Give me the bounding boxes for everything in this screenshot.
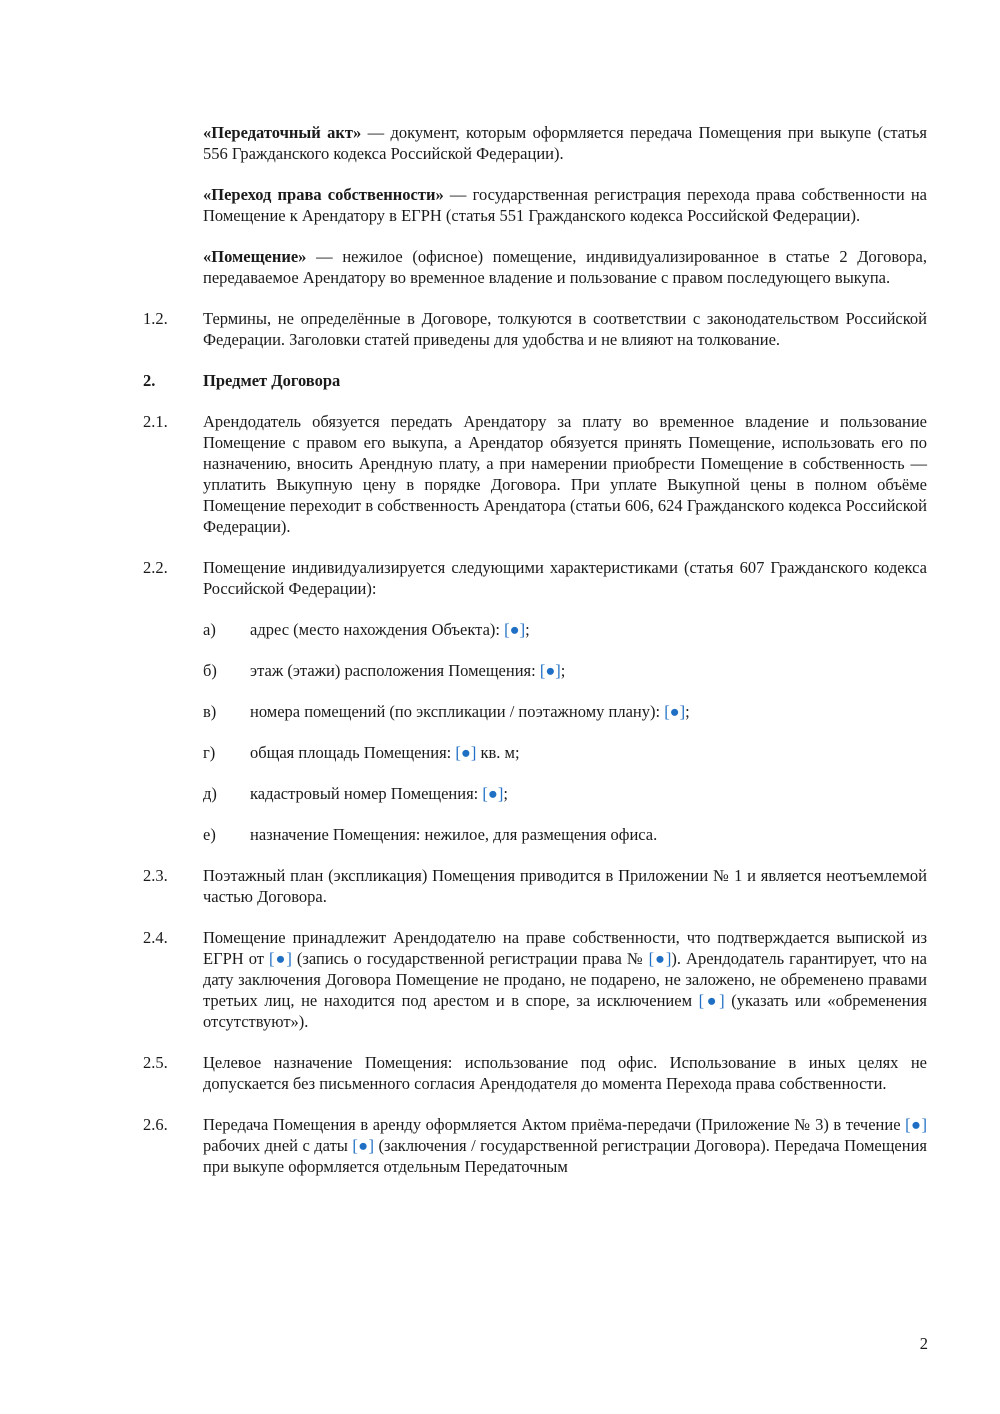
placeholder-field: [●] [698, 991, 725, 1010]
clause-2-3 [143, 865, 927, 907]
list-marker: в) [203, 702, 217, 721]
document-body [143, 122, 927, 1197]
list-item [203, 742, 927, 763]
text-segment: адрес (место нахождения Объекта): [250, 620, 505, 639]
clause-text [203, 1114, 927, 1177]
text-segment: ; [525, 620, 530, 639]
defined-term: «Помещение» [203, 247, 307, 266]
clause-text [203, 308, 927, 350]
placeholder-field: [●] [664, 702, 686, 721]
list-marker: б) [203, 661, 217, 680]
list-item [203, 824, 927, 845]
list-item-text [250, 660, 927, 681]
section-number: 2. [143, 371, 156, 390]
page-number: 2 [919, 1334, 928, 1353]
text-segment: Целевое назначение Помещения: использование под офис. Использование в иных целях не допускается без письменного согласия Арендодателя до момента Перехода права собственности. [203, 1053, 927, 1093]
definition-premises [203, 246, 927, 288]
section-title: Предмет Договора [203, 371, 341, 390]
clause-number: 2.1. [143, 412, 168, 431]
text-segment: (заключения / государственной регистрации Договора). Передача Помещения при выкупе оформляется отдельным Передаточным [203, 1136, 927, 1176]
clause-2-2 [143, 557, 927, 599]
list-item [203, 783, 927, 804]
clause-number: 2.2. [143, 558, 168, 577]
list-marker: д) [203, 784, 217, 803]
text-segment: Арендодатель обязуется передать Арендатору за плату во временное владение и пользование Помещение с правом его выкупа, а Арендатор обязуется принять Помещение, использовать его по назначению, вносить Арендную плату, а при намерении приобрести Помещение в собственность — уплатить Выкупную цену в порядке Договора. При уплате Выкупной цены в полном объёме Помещение переходит в собственность Арендатора (статьи 606, 624 Гражданского кодекса Российской Федерации). [203, 412, 927, 536]
clause-text [203, 557, 927, 599]
text-segment: ; [685, 702, 690, 721]
clause-2-5 [143, 1052, 927, 1094]
list-item [203, 619, 927, 640]
clause-text [203, 927, 927, 1032]
characteristics-list [203, 619, 927, 845]
defined-term: «Переход права собственности» [203, 185, 444, 204]
text-segment: общая площадь Помещения: [250, 743, 456, 762]
text-segment: Поэтажный план (экспликация) Помещения приводится в Приложении № 1 и является неотъемлемой частью Договора. [203, 866, 927, 906]
list-item-text [250, 619, 927, 640]
clause-2-1 [143, 411, 927, 537]
list-marker: е) [203, 825, 216, 844]
clause-number: 2.6. [143, 1115, 168, 1134]
clause-number: 2.5. [143, 1053, 168, 1072]
text-segment: кв. м; [476, 743, 520, 762]
clause-number: 1.2. [143, 309, 168, 328]
clause-number: 2.4. [143, 928, 168, 947]
list-marker: а) [203, 620, 216, 639]
clause-1-2 [143, 308, 927, 350]
clause-number: 2.3. [143, 866, 168, 885]
placeholder-field: [●] [504, 620, 526, 639]
clause-2-4 [143, 927, 927, 1032]
placeholder-field: [●] [905, 1115, 927, 1134]
list-item [203, 701, 927, 722]
text-segment: (указать или «обременения отсутствуют»). [203, 991, 927, 1031]
text-segment: ). Арендодатель гарантирует, что на дату заключения Договора Помещение не продано, не подарено, не заложено, не обременено правами третьих лиц, не находится под арестом и в споре, за исключением [203, 949, 927, 1010]
list-item-text [250, 742, 927, 763]
text-segment: ; [503, 784, 508, 803]
text-segment: кадастровый номер Помещения: [250, 784, 483, 803]
text-segment: Помещение принадлежит Арендодателю на праве собственности, что подтверждается выпиской из ЕГРН от [203, 928, 927, 968]
clause-2-6 [143, 1114, 927, 1177]
placeholder-field: [●] [539, 661, 561, 680]
text-segment: Термины, не определённые в Договоре, толкуются в соответствии с законодательством Российской Федерации. Заголовки статей приведены для удобства и не влияют на толкование. [203, 309, 927, 349]
text-segment: назначение Помещения: нежилое, для размещения офиса. [250, 825, 658, 844]
list-item-text [250, 824, 927, 845]
definition-transfer-act [203, 122, 927, 164]
placeholder-field: [●] [352, 1136, 374, 1155]
text-segment: — документ, которым оформляется передача Помещения при выкупе (статья 556 Гражданского кодекса Российской Федерации). [203, 123, 927, 163]
definition-ownership-transfer [203, 184, 927, 226]
placeholder-field: [●] [648, 949, 672, 968]
defined-term: «Передаточный акт» [203, 123, 362, 142]
list-item-text [250, 701, 927, 722]
section-2-heading [143, 370, 927, 391]
clause-text [203, 411, 927, 537]
text-segment: — государственная регистрация перехода права собственности на Помещение к Арендатору в ЕГРН (статья 551 Гражданского кодекса Российской Федерации). [203, 185, 927, 225]
text-segment: этаж (этажи) расположения Помещения: [250, 661, 540, 680]
text-segment: номера помещений (по экспликации / поэтажному плану): [250, 702, 665, 721]
text-segment: (запись о государственной регистрации права № [291, 949, 649, 968]
text-segment: ; [560, 661, 566, 680]
text-segment: рабочих дней с даты [203, 1136, 353, 1155]
placeholder-field: [●] [269, 949, 292, 968]
text-segment: — нежилое (офисное) помещение, индивидуализированное в статье 2 Договора, передаваемое Арендатору во временное владение и пользование с правом последующего выкупа. [203, 247, 927, 287]
text-segment: Помещение индивидуализируется следующими характеристиками (статья 607 Гражданского кодекса Российской Федерации): [203, 558, 927, 598]
list-marker: г) [203, 743, 216, 762]
text-segment: Передача Помещения в аренду оформляется Актом приёма-передачи (Приложение № 3) в течение [203, 1115, 906, 1134]
placeholder-field: [●] [455, 743, 477, 762]
list-item-text [250, 783, 927, 804]
list-item [203, 660, 927, 681]
placeholder-field: [●] [482, 784, 504, 803]
clause-text [203, 1052, 927, 1094]
clause-text [203, 865, 927, 907]
